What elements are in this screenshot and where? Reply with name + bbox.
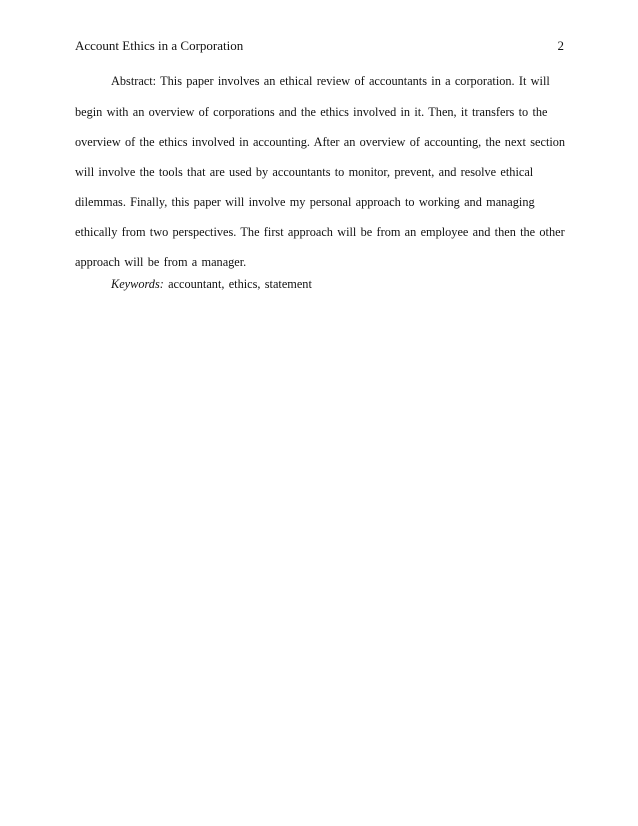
running-head: Account Ethics in a Corporation bbox=[75, 38, 244, 53]
page-number: 2 bbox=[557, 38, 564, 53]
abstract-line-3: overview of the ethics involved in accounting. After an overview of accounting, the next section bbox=[75, 135, 566, 149]
keywords-line bbox=[111, 276, 312, 292]
abstract-line-4: will involve the tools that are used by accountants to monitor, prevent, and resolve ethical bbox=[75, 165, 534, 179]
abstract-line-7: approach will be from a manager. bbox=[75, 255, 247, 269]
keywords-label: Keywords: bbox=[111, 277, 164, 291]
keywords-text: accountant, ethics, statement bbox=[163, 277, 312, 291]
abstract-line-2: begin with an overview of corporations and the ethics involved in it. Then, it transfers to the bbox=[75, 105, 548, 119]
abstract-line-5: dilemmas. Finally, this paper will involve my personal approach to working and managing bbox=[75, 195, 535, 209]
abstract-line-6: ethically from two perspectives. The first approach will be from an employee and then the other bbox=[75, 225, 565, 239]
abstract-line-1: Abstract: This paper involves an ethical review of accountants in a corporation. It will bbox=[111, 74, 550, 88]
